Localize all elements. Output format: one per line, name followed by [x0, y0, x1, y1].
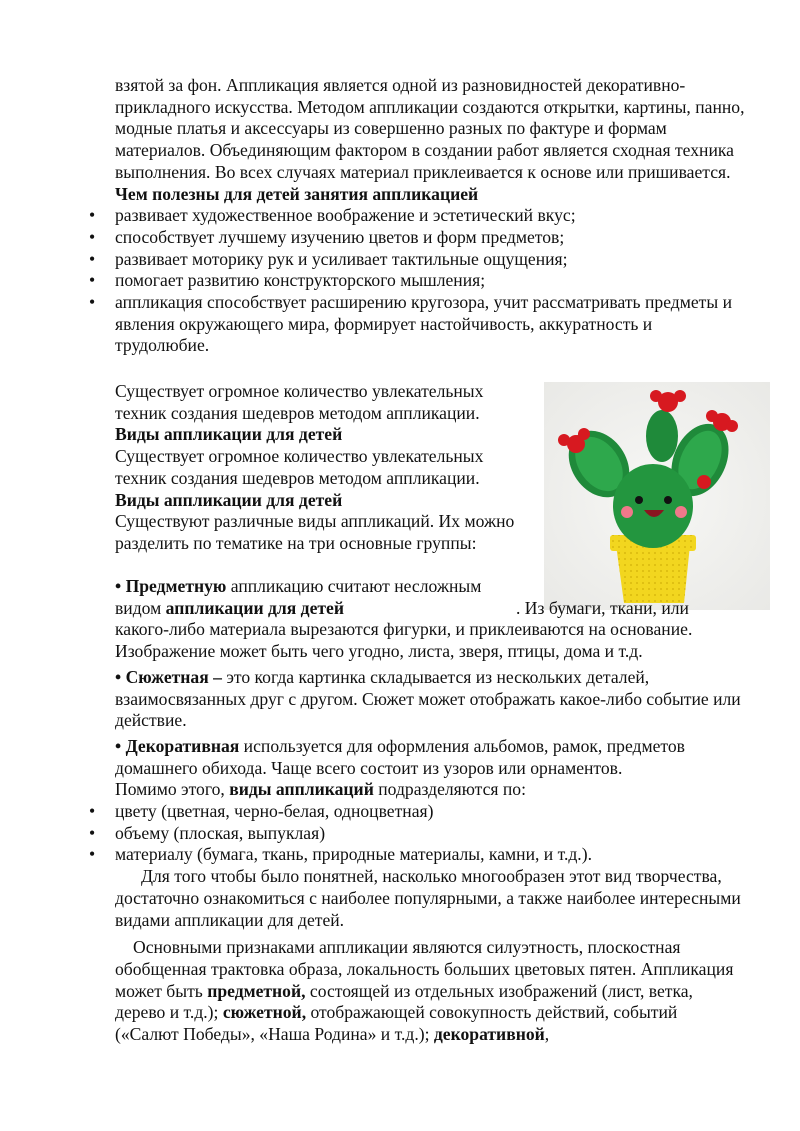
features-subject-emphasis: предметной,	[207, 980, 306, 1001]
list-item: • аппликация способствует расширению кругозора, учит рассматривать предметы и явления окружающего мира, формирует настойчивость, аккуратность и трудолюбие.	[115, 292, 745, 357]
bullet: •	[115, 735, 122, 756]
types-heading: Виды аппликации для детей	[115, 424, 343, 445]
type-subject-description: . Из бумаги, ткани, или какого-либо материала вырезаются фигурки, и приклеиваются на основание. Изображение может быть чего угодно, листа, зверя, птицы, дома и т.д.	[115, 597, 693, 662]
variety-paragraph: Для того чтобы было понятней, насколько многообразен этот вид творчества, достаточно ознакомиться с наиболее популярными, а также наиболее интересными видами аппликации для детей.	[115, 866, 741, 930]
list-item: • развивает художественное воображение и эстетический вкус;	[115, 205, 745, 227]
techniques-text: Существует огромное количество увлекательных техник создания шедевров методом аппликации.	[115, 381, 484, 423]
type-plot-item	[115, 667, 745, 732]
list-item: • объему (плоская, выпуклая)	[115, 823, 745, 845]
type-decor-title: Декоративная	[125, 735, 240, 756]
subdivide-line	[115, 779, 745, 801]
list-item: • помогает развитию конструкторского мышления;	[115, 270, 745, 292]
benefits-heading: Чем полезны для детей занятия аппликацией	[115, 183, 479, 204]
type-decor-item	[115, 736, 745, 779]
type-subject-title: Предметную	[125, 576, 227, 596]
types-section	[115, 576, 745, 1046]
text-block-beside-image	[115, 381, 515, 555]
types-intro: Существуют различные виды аппликаций. Их можно разделить по тематике на три основные группы:	[115, 511, 515, 553]
subdivide-text-end: подразделяются по:	[373, 779, 526, 800]
bullet: •	[115, 576, 122, 596]
text-block-top	[115, 75, 745, 357]
list-item: • материалу (бумага, ткань, природные материалы, камни, и т.д.).	[115, 844, 745, 866]
bullet: •	[115, 666, 122, 687]
features-text-1: Основными признаками аппликации являются силуэтность, плоскостная обобщенная трактовка образа, локальность больших цветовых пятен. Аппликация может быть	[115, 937, 734, 1001]
features-plot-emphasis: сюжетной,	[222, 1002, 307, 1023]
type-decor-text: используется для оформления альбомов, рамок, предметов домашнего обихода. Чаще всего состоит из узоров или орнаментов.	[115, 735, 685, 778]
list-item: • развивает моторику рук и усиливает тактильные ощущения;	[115, 249, 745, 271]
features-text-3: отображающей совокупность действий, событий («Салют Победы», «Наша Родина» и т.д.);	[115, 1002, 678, 1045]
techniques-text-repeat: Существует огромное количество увлекательных техник создания шедевров методом аппликации.	[115, 446, 484, 488]
type-subject-text: аппликацию считают несложным видом	[115, 576, 482, 618]
features-paragraph	[115, 937, 745, 1046]
list-item: • цвету (цветная, черно-белая, одноцветная)	[115, 801, 745, 823]
type-plot-text: это когда картинка складывается из нескольких деталей, взаимосвязанных друг с другом. Сюжет может отображать какое-либо событие или действие.	[115, 666, 741, 731]
features-decor-emphasis: декоративной	[433, 1024, 545, 1045]
applique-for-kids-emphasis: аппликации для детей	[165, 597, 344, 618]
intro-paragraph: взятой за фон. Аппликация является одной из разновидностей декоративно-прикладного искусства. Методом аппликации создаются открытки, картины, панно, модные платья и аксессуары из совершенно разных по фактуре и формам материалов. Объединяющим фактором в создании работ является сходная техника выполнения. Во всех случаях материал приклеивается к основе или пришивается.	[115, 75, 745, 182]
types-heading-repeat: Виды аппликации для детей	[115, 489, 343, 510]
list-item: • способствует лучшему изучению цветов и форм предметов;	[115, 227, 745, 249]
subdivide-text: Помимо этого,	[115, 779, 230, 800]
subdivide-list	[115, 801, 745, 866]
benefits-list	[115, 205, 745, 357]
subdivide-emphasis: виды аппликаций	[229, 779, 374, 800]
features-text-4: ,	[544, 1024, 550, 1045]
type-plot-title: Сюжетная –	[125, 666, 222, 687]
features-text-2: состоящей из отдельных изображений (лист, ветка, дерево и т.д.);	[115, 980, 693, 1023]
